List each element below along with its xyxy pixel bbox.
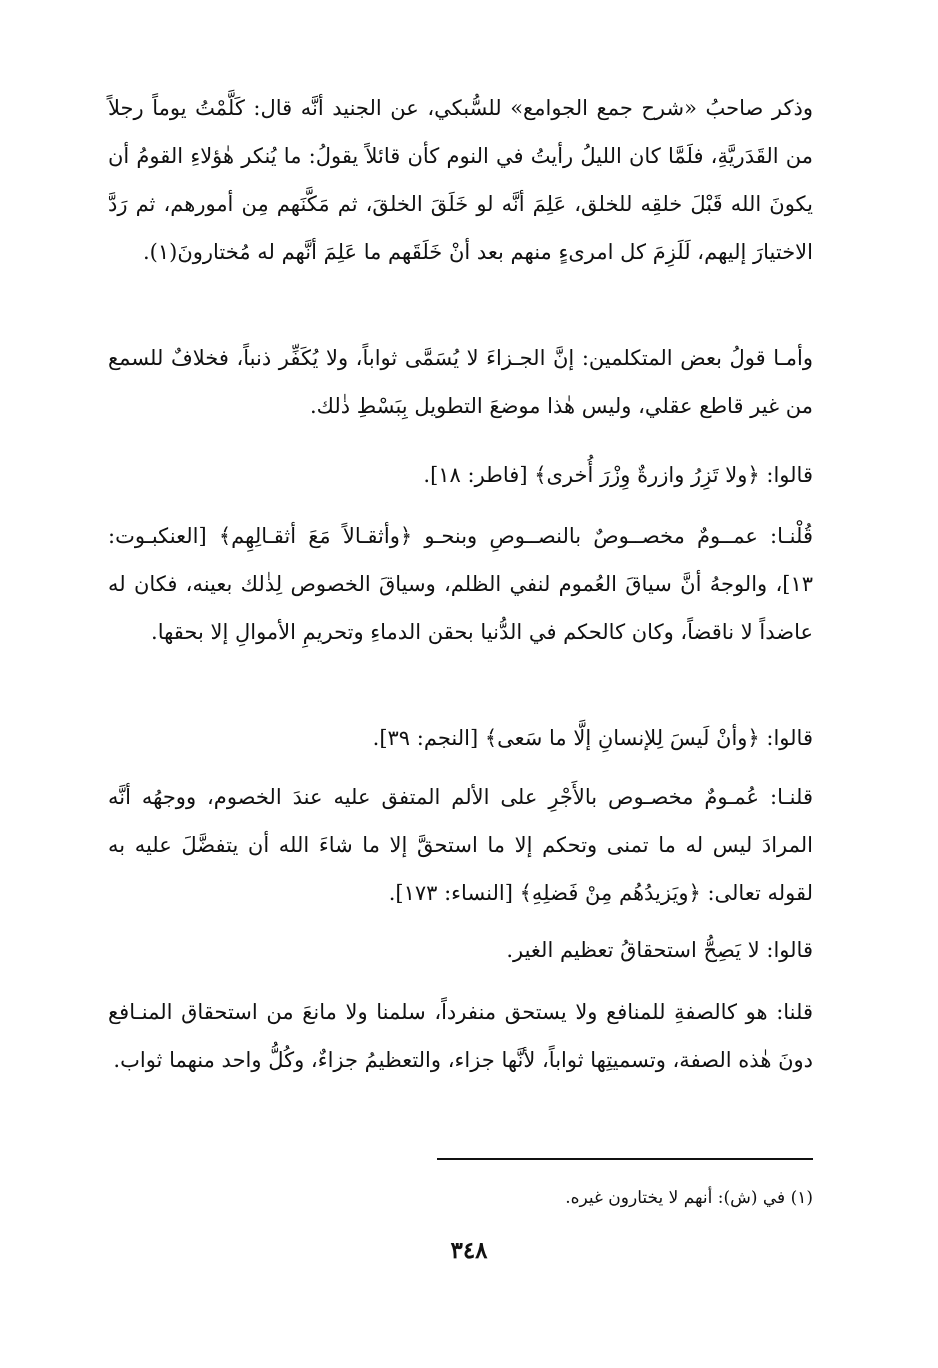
paragraph-objection-najm: قالوا: ﴿وأنْ لَيسَ لِلإنسانِ إلَّا ما سَعى﴾ [النجم: ٣٩].: [372, 726, 813, 750]
paragraph-reply-nisa: قلنـا: عُمـومٌ مخصـوص بالأَجْرِ على الألم المتفق عليه عندَ الخصوم، ووجهُه أنَّه المرادَ ليس له ما تمنى وتحكم إلا ما استحقَّ إلا ما شاءَ الله أن يتفضَّلَ عليه به لقوله تعالى: ﴿ويَزيدُهُم مِنْ فَضلِهِ﴾ [النساء: ١٧٣].: [108, 785, 813, 905]
paragraph-objection-taazim: قالوا: لا يَصِحُّ استحقاقُ تعظيم الغير.: [506, 938, 813, 962]
paragraph-objection-fatir: قالوا: ﴿ولا تَزِرُ وازرةٌ وِزْرَ أُخرى﴾ [فاطر: ١٨].: [423, 463, 813, 487]
paragraph-mutakallimin-view: وأمـا قولُ بعض المتكلمين: إنَّ الجـزاءَ لا يُسَمَّى ثواباً، ولا يُكَفِّر ذنباً، فخلافٌ للسمع من غير قاطع عقلي، وليس هٰذا موضعَ التطويل بِبَسْطِ ذٰلك.: [108, 346, 813, 418]
paragraph-reply-sifa: قلنا: هو كالصفةِ للمنافع ولا يستحق منفرداً، سلمنا ولا مانعَ من استحقاق المنـافع دونَ هٰذه الصفة، وتسميتِها ثواباً، لأنَّها جزاء، والتعظيمُ جزاءٌ، وكُلُّ واحد منهما ثواب.: [108, 1000, 813, 1072]
footnote-divider: [437, 1158, 813, 1160]
paragraph-junaid-narration: وذكر صاحبُ «شرح جمع الجوامع» للسُّبكي، عن الجنيد أنَّه قال: كَلَّمْتُ يوماً رجلاً من القَدَريَّةِ، فلَمَّا كان الليلُ رأيتُ في النوم كأن قائلاً يقولُ: ما يُنكر هٰؤلاءِ القومُ أن يكونَ الله قَبْلَ خلقِه للخلق، عَلِمَ أنَّه لو خَلَقَ الخلقَ، ثم مَكَّنَهم مِن أمورهم، ثم رَدَّ الاختيارَ إليهم، لَلَزِمَ كل امرىءٍ منهم بعد أنْ خَلَقَهم ما عَلِمَ أنَّهم له مُختارونَ(١).: [108, 96, 813, 264]
paragraph-reply-ankabut: قُلْنـا: عمــومٌ مخصــوصٌ بالنصــوصِ وبنحـو ﴿وأثقـالاً مَعَ أثقـالِهِم﴾ [العنكبـوت: ١٣]، والوجهُ أنَّ سياقَ العُموم لنفي الظلم، وسياقَ الخصوص لِذٰلك بعينه، فكان له عاضداً لا ناقضاً، وكان كالحكم في الدُّنيا بحقن الدماءِ وتحريمِ الأموالِ إلا بحقها.: [108, 524, 813, 644]
footnote: (١) في (ش): أنهم لا يختارون غيره.: [565, 1188, 813, 1208]
page-number: ٣٤٨: [450, 1237, 488, 1264]
